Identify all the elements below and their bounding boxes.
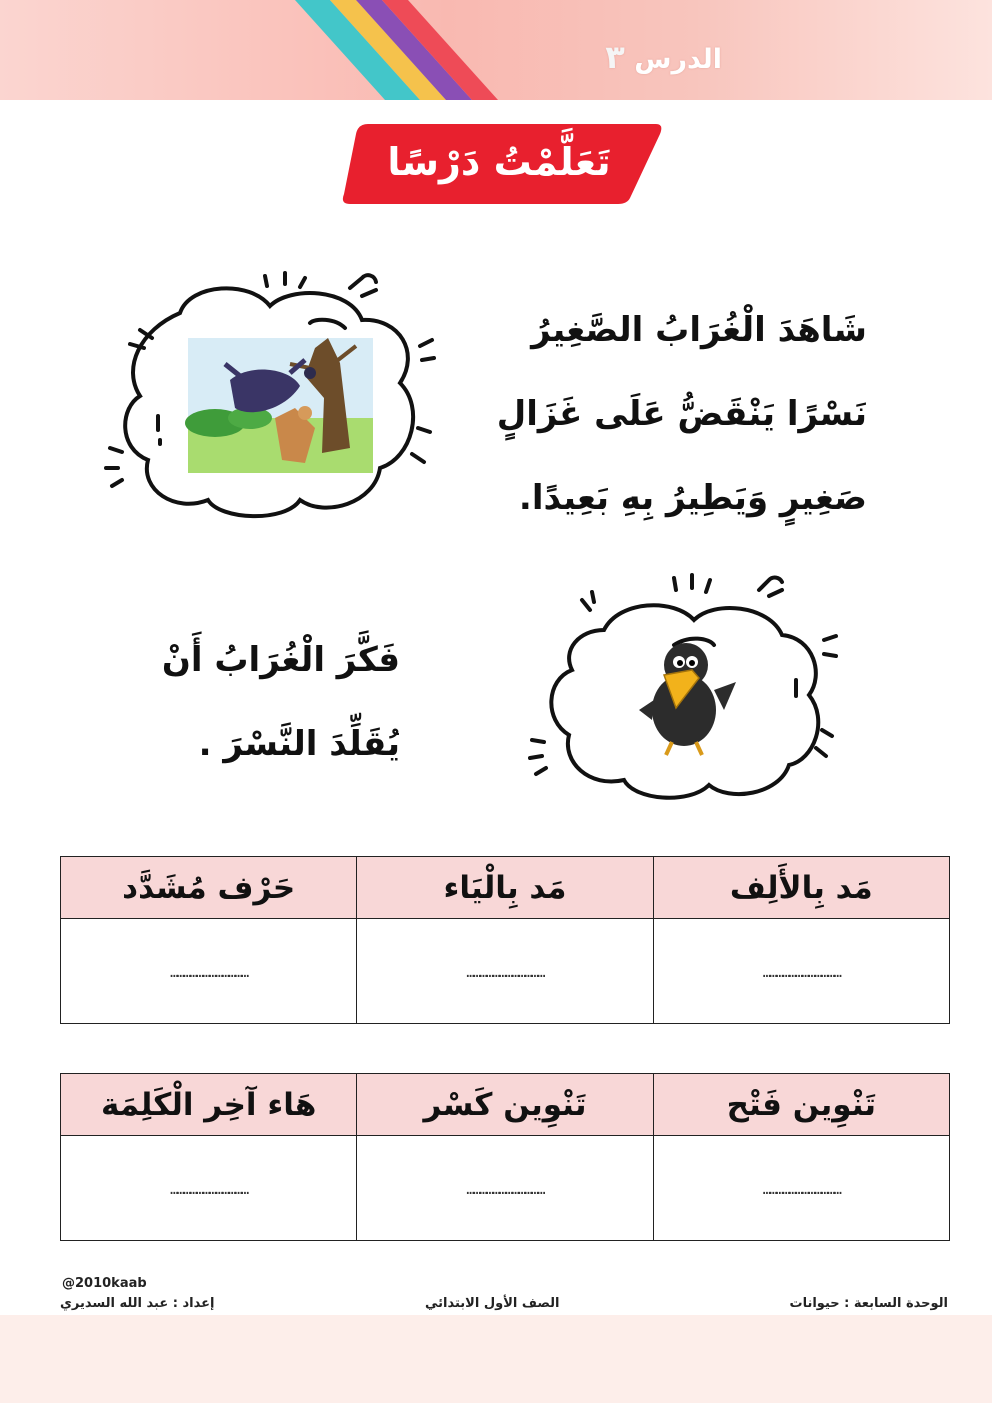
story-line: صَغِيرٍ وَيَطِيرُ بِهِ بَعِيدًا.	[518, 478, 867, 518]
footer-author: إعداد : عبد الله السديري	[60, 1296, 215, 1311]
footer-handle: @2010kaab	[62, 1276, 147, 1291]
answer-cell[interactable]	[61, 919, 357, 1024]
answer-cell[interactable]	[653, 919, 949, 1024]
column-header: تَنْوِين كَسْر	[357, 1074, 653, 1136]
story-line: يُقَلِّدَ النَّسْرَ .	[198, 724, 400, 764]
answer-blank: ………………………………	[466, 964, 544, 981]
column-header: تَنْوِين فَتْح	[653, 1074, 949, 1136]
header-band	[0, 0, 992, 100]
answer-cell[interactable]	[357, 1136, 653, 1241]
crow-picture	[639, 643, 736, 755]
rainbow-stripes	[0, 0, 992, 100]
crow-picture-frame	[524, 570, 844, 810]
story-line: فَكَّرَ الْغُرَابُ أَنْ	[161, 640, 400, 680]
answer-cell[interactable]	[61, 1136, 357, 1241]
story-picture	[185, 338, 373, 473]
story-paragraph-1	[397, 288, 867, 540]
story-line: نَسْرًا يَنْقَضُّ عَلَى غَزَالٍ	[496, 394, 867, 434]
column-header: حَرْف مُشَدَّد	[61, 857, 357, 919]
column-header: مَد بِالأَلِف	[653, 857, 949, 919]
story-paragraph-2	[40, 618, 400, 786]
story-picture-frame	[100, 268, 445, 533]
worksheet-table-1	[60, 856, 950, 1024]
footer-bar	[0, 1315, 992, 1403]
lesson-number: ٣	[605, 38, 625, 76]
answer-blank: ………………………………	[170, 1181, 248, 1198]
answer-blank: ………………………………	[762, 1181, 840, 1198]
story-line: شَاهَدَ الْغُرَابُ الصَّغِيرُ	[531, 310, 867, 350]
title-text: تَعَلَّمْتُ دَرْسًا	[387, 140, 611, 184]
answer-cell[interactable]	[653, 1136, 949, 1241]
worksheet-table-2	[60, 1073, 950, 1241]
column-header: مَد بِالْيَاء	[357, 857, 653, 919]
lesson-word: الدرس	[634, 44, 722, 75]
lesson-label	[605, 38, 722, 76]
answer-blank: ………………………………	[170, 964, 248, 981]
footer-grade: الصف الأول الابتدائي	[425, 1296, 560, 1311]
column-header: هَاء آخِر الْكَلِمَة	[61, 1074, 357, 1136]
footer-unit: الوحدة السابعة : حيوانات	[789, 1296, 948, 1311]
answer-cell[interactable]	[357, 919, 653, 1024]
answer-blank: ………………………………	[466, 1181, 544, 1198]
answer-blank: ………………………………	[762, 964, 840, 981]
